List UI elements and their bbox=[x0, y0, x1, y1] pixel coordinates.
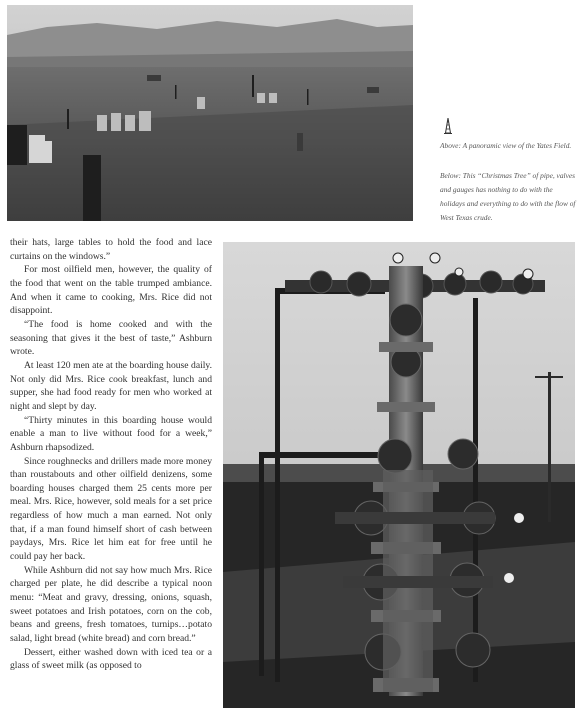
article-paragraph: their hats, large tables to hold the food and lace curtains on the windows.” bbox=[10, 237, 212, 262]
yates-field-panorama-photo bbox=[7, 5, 413, 221]
article-body bbox=[10, 236, 212, 712]
article-paragraph: Dessert, either washed down with iced tea or a glass of sweet milk (as opposed to bbox=[10, 646, 212, 672]
article-paragraph: “The food is home cooked and with the seasoning that gives it the best of taste,” Ashburn wrote. bbox=[10, 318, 212, 358]
article-paragraph: While Ashburn did not say how much Mrs. Rice charged per plate, he did describe a typical noon menu: “Meat and gravy, dressing, onions, squash, sweet potatoes and Irish potatoes, corn on the cob, beans and greens, fresh tomatoes, turnips…potato salad, light bread (white bread) and corn bread.” bbox=[10, 564, 212, 645]
wellhead-image bbox=[223, 242, 575, 708]
oil-derrick-icon bbox=[443, 118, 453, 134]
article-paragraph: For most oilfield men, however, the quality of the food that went on the table trumped ambiance. And when it came to cooking, Mrs. Rice did not disappoint. bbox=[10, 264, 212, 317]
caption-above: Above: A panoramic view of the Yates Field. bbox=[440, 141, 572, 150]
article-paragraph: Since roughnecks and drillers made more money than roustabouts and other oilfield denizens, some boarding houses charged them 25 cents more per meal. Mrs. Rice, however, sold meals for a set price regardless of how much a man earned. Not only that, if a man found himself short of cash between paydays, Mrs. Rice let him eat for free until he could pay her back. bbox=[10, 455, 212, 563]
caption-below: Below: This “Christmas Tree” of pipe, valves and gauges has nothing to do with the holidays and everything to do with the flow of West Texas crude. bbox=[440, 171, 576, 222]
panorama-image bbox=[7, 5, 413, 221]
article-paragraph: “Thirty minutes in this boarding house would enable a man to live without food for a week,” Ashburn rhapsodized. bbox=[10, 414, 212, 453]
article-paragraph: At least 120 men ate at the boarding house daily. Not only did Mrs. Rice cook breakfast, lunch and supper, she had food ready for men who worked at night and slept by day. bbox=[10, 359, 212, 412]
christmas-tree-wellhead-photo bbox=[223, 242, 575, 708]
